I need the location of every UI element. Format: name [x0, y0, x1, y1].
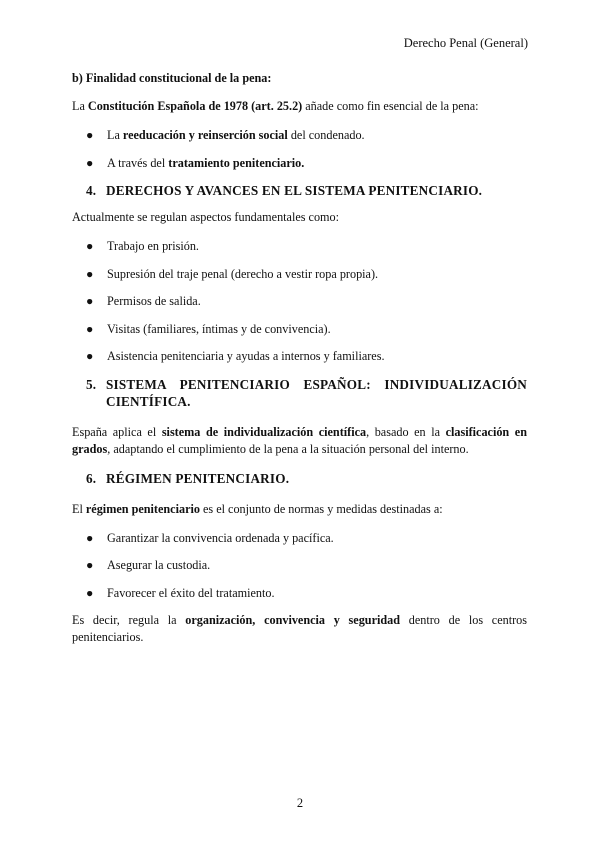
rights-list: [72, 238, 527, 365]
list-item: [72, 530, 527, 547]
text-run: España aplica el: [72, 424, 162, 439]
text-run: , basado en la: [366, 424, 446, 439]
constitution-paragraph: [72, 98, 527, 115]
list-item: [72, 293, 527, 310]
bullet-icon: ●: [86, 294, 94, 308]
list-item-text: Asistencia penitenciaria y ayudas a internos y familiares.: [107, 349, 385, 363]
regime-list: [72, 530, 527, 602]
section-number: 4.: [86, 183, 97, 198]
rights-intro: Actualmente se regulan aspectos fundamentales como:: [72, 210, 340, 224]
list-item-text: Supresión del traje penal (derecho a vestir ropa propia).: [107, 266, 379, 281]
list-item: [72, 348, 527, 365]
bullet-icon: ●: [86, 585, 94, 600]
text-run: del condenado.: [287, 128, 365, 142]
text-run: añade como fin esencial de la pena:: [302, 99, 479, 113]
list-item-text: Visitas (familiares, íntimas y de convivencia).: [107, 321, 331, 336]
section-title: DERECHOS Y AVANCES EN EL SISTEMA PENITENCIARIO.: [106, 183, 483, 198]
bullet-icon: ●: [86, 239, 94, 253]
text-run: , adaptando el cumplimiento de la pena a la situación personal del interno.: [107, 441, 469, 456]
list-item-text: Permisos de salida.: [107, 294, 201, 308]
bold-run: tratamiento penitenciario.: [168, 155, 305, 170]
page-content: [72, 70, 527, 658]
list-item-text: Garantizar la convivencia ordenada y pacífica.: [107, 530, 334, 545]
text-run: La: [107, 128, 123, 142]
bold-run: Constitución Española de 1978 (art. 25.2): [87, 99, 303, 113]
text-run: es el conjunto de normas y medidas destinadas a:: [199, 501, 443, 516]
text-run: dentro de los centros penitenciarios.: [72, 613, 527, 644]
bullet-icon: ●: [86, 266, 94, 281]
bold-run: reeducación y reinserción social: [122, 128, 288, 142]
list-item: [72, 585, 527, 602]
bold-run: organización, convivencia y seguridad: [185, 613, 401, 627]
list-item-text: Favorecer el éxito del tratamiento.: [107, 585, 275, 600]
list-item-text: Asegurar la custodia.: [107, 558, 211, 572]
bullet-icon: ●: [86, 349, 94, 363]
section-heading-6: [72, 470, 527, 487]
text-run: Es decir, regula la: [72, 613, 186, 627]
running-header: Derecho Penal (General): [403, 36, 528, 50]
section-number: 5.: [86, 376, 97, 392]
list-item-text: Trabajo en prisión.: [107, 239, 199, 253]
bullet-icon: ●: [86, 530, 94, 545]
section-title-line: CIENTÍFICA.: [106, 393, 191, 409]
section-title: RÉGIMEN PENITENCIARIO.: [106, 470, 290, 486]
section-heading-5: [72, 376, 527, 410]
bold-run: clasificación en grados: [72, 424, 527, 456]
section-title-line: SISTEMA PENITENCIARIO ESPAÑOL: INDIVIDUALIZACIÓN: [106, 376, 527, 392]
regime-closing: [72, 612, 527, 646]
text-run: El: [72, 501, 86, 516]
section-title: [106, 376, 527, 410]
bullet-icon: ●: [86, 558, 94, 572]
bullet-icon: ●: [86, 155, 94, 170]
list-item: [72, 557, 527, 574]
regime-intro: [72, 501, 527, 518]
individualization-paragraph: [72, 424, 527, 458]
text-run: A través del: [107, 155, 169, 170]
list-item: [72, 155, 527, 172]
list-item: [72, 127, 527, 144]
bold-run: sistema de individualización científica: [161, 424, 367, 439]
list-item: [72, 238, 527, 255]
bullet-icon: ●: [86, 321, 94, 336]
bullet-icon: ●: [86, 128, 94, 142]
purpose-list: [72, 127, 527, 172]
section-heading-4: [72, 182, 527, 199]
list-item: [72, 321, 527, 338]
section-number: 6.: [86, 470, 97, 486]
text-run: La: [72, 99, 88, 113]
page-number: 2: [296, 796, 304, 810]
bold-run: régimen penitenciario: [85, 501, 200, 516]
list-item: [72, 266, 527, 283]
subsection-title-b: b) Finalidad constitucional de la pena:: [72, 71, 272, 85]
